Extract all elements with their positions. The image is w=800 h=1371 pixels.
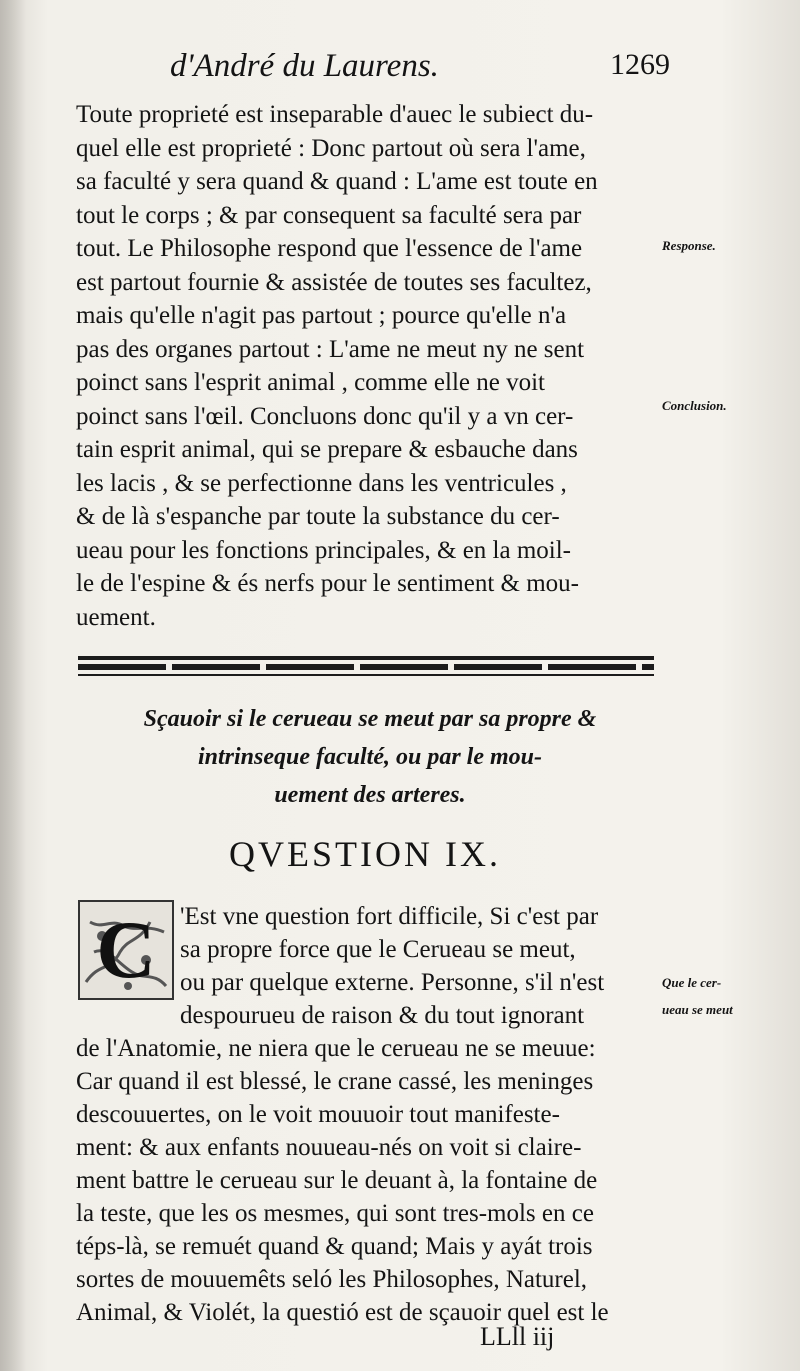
text-line: mais qu'elle n'agit pas partout ; pource qu'elle n'a [76, 302, 567, 329]
text-line: Toute proprieté est inseparable d'auec le subiect du- [76, 101, 594, 128]
text-line: sa propre force que le Cerueau se meut, [180, 936, 576, 963]
text-line: ment: & aux enfants nouueau-nés on voit si claire- [76, 1134, 582, 1161]
text-line: quel elle est proprieté : Donc partout où sera l'ame, [76, 135, 586, 162]
decorated-dropcap [78, 900, 174, 1000]
dropcap-letter: C [96, 904, 156, 995]
text-line: ment battre le cerueau sur le deuant à, la fontaine de [76, 1167, 598, 1194]
text-line: tout. Le Philosophe respond que l'essence de l'ame [76, 235, 583, 262]
margin-note-conclusion: Conclusion. [662, 398, 727, 413]
signature-mark: LLll iij [480, 1322, 555, 1351]
subtitle-line: uement des arteres. [274, 782, 466, 808]
text-line: uement. [76, 604, 156, 631]
text-line: 'Est vne question fort difficile, Si c'est par [180, 903, 599, 930]
text-line: descouuertes, on le voit mouuoir tout manifeste- [76, 1101, 560, 1128]
running-head-title: d'André du Laurens. [170, 48, 439, 84]
margin-note-response: Response. [662, 238, 716, 253]
page-number: 1269 [610, 48, 670, 81]
question-heading: QVESTION IX. [229, 834, 501, 874]
text-line: sa faculté y sera quand & quand : L'ame est toute en [76, 168, 598, 195]
text-line: despourueu de raison & du tout ignorant [180, 1002, 585, 1029]
text-line: pas des organes partout : L'ame ne meut ny ne sent [76, 336, 585, 363]
text-line: Animal, & Violét, la questió est de sçauoir quel est le [76, 1299, 609, 1326]
running-head [170, 48, 670, 98]
text-line: est partout fournie & assistée de toutes ses facultez, [76, 269, 592, 296]
text-line: poinct sans l'œil. Concluons donc qu'il y a vn cer- [76, 403, 574, 430]
text-line: Car quand il est blessé, le crane cassé, les meninges [76, 1068, 594, 1095]
gutter-shadow [0, 0, 26, 1371]
subtitle-line: Sçauoir si le cerueau se meut par sa propre & [143, 706, 597, 732]
text-line: téps-là, se remuét quand & quand; Mais y ayát trois [76, 1233, 593, 1260]
section-rule-top [78, 656, 654, 660]
text-line: ueau pour les fonctions principales, & en la moil- [76, 537, 572, 564]
text-line: tain esprit animal, qui se prepare & esbauche dans [76, 436, 578, 463]
text-line: & de là s'espanche par toute la substance du cer- [76, 503, 560, 530]
text-line: les lacis , & se perfectionne dans les ventricules , [76, 470, 567, 497]
text-line: sortes de mouuemêts seló les Philosophes, Naturel, [76, 1266, 588, 1293]
text-line: poinct sans l'esprit animal , comme elle ne voit [76, 369, 545, 396]
text-line: tout le corps ; & par consequent sa faculté sera par [76, 202, 582, 229]
text-line: la teste, que les os mesmes, qui sont tres-mols en ce [76, 1200, 594, 1227]
margin-note-cerveau-1: Que le cer- [662, 975, 722, 990]
section-rule-ornament [78, 664, 654, 670]
subtitle-line: intrinseque faculté, ou par le mou- [197, 744, 543, 770]
text-line: le de l'espine & és nerfs pour le sentiment & mou- [76, 570, 579, 597]
text-line: de l'Anatomie, ne niera que le cerueau ne se meuue: [76, 1035, 596, 1062]
section-rule-bottom [78, 674, 654, 676]
text-line: ou par quelque externe. Personne, s'il n'est [180, 969, 605, 996]
margin-note-cerveau-2: ueau se meut [662, 1002, 733, 1017]
